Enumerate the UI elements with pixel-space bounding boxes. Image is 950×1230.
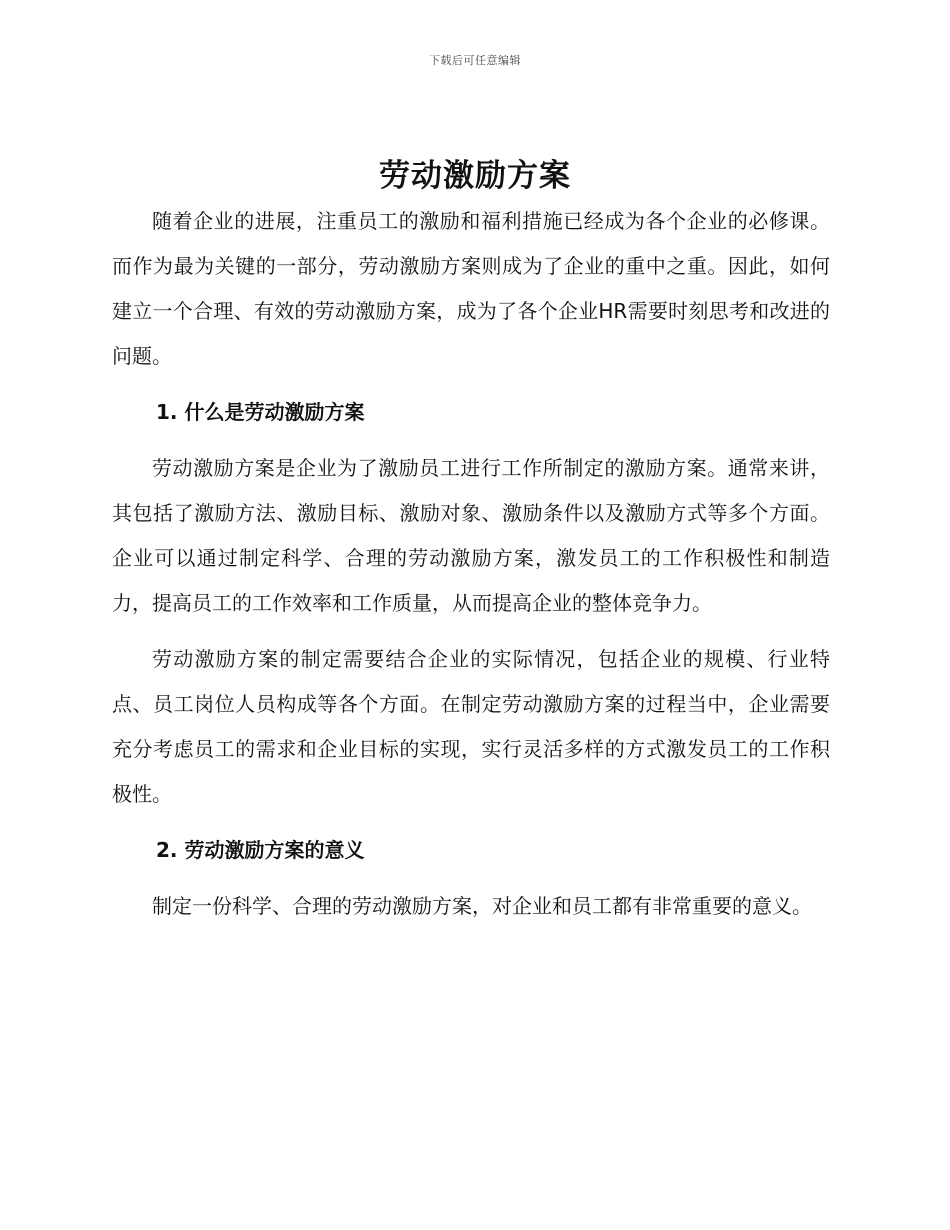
document-body: [112, 199, 830, 929]
paragraph-1: 劳动激励方案是企业为了激励员工进行工作所制定的激励方案。通常来讲，其包括了激励方法、激励目标、激励对象、激励条件以及激励方式等多个方面。企业可以通过制定科学、合理的劳动激励方案，激发员工的工作积极性和制造力，提高员工的工作效率和工作质量，从而提高企业的整体竞争力。: [112, 456, 830, 615]
section-heading-1: 1. 什么是劳动激励方案: [156, 400, 365, 424]
header-note: 下载后可任意编辑: [429, 54, 521, 67]
document-title: 劳动激励方案: [379, 158, 571, 194]
paragraph-2: 劳动激励方案的制定需要结合企业的实际情况，包括企业的规模、行业特点、员工岗位人员构成等各个方面。在制定劳动激励方案的过程当中，企业需要充分考虑员工的需求和企业目标的实现，实行灵活多样的方式激发员工的工作积极性。: [112, 647, 830, 806]
intro-paragraph: 随着企业的进展，注重员工的激励和福利措施已经成为各个企业的必修课。而作为最为关键的一部分，劳动激励方案则成为了企业的重中之重。因此，如何建立一个合理、有效的劳动激励方案，成为了各个企业HR需要时刻思考和改进的问题。: [112, 209, 830, 368]
paragraph-3: 制定一份科学、合理的劳动激励方案，对企业和员工都有非常重要的意义。: [152, 894, 812, 918]
section-heading-2: 2. 劳动激励方案的意义: [156, 838, 365, 862]
